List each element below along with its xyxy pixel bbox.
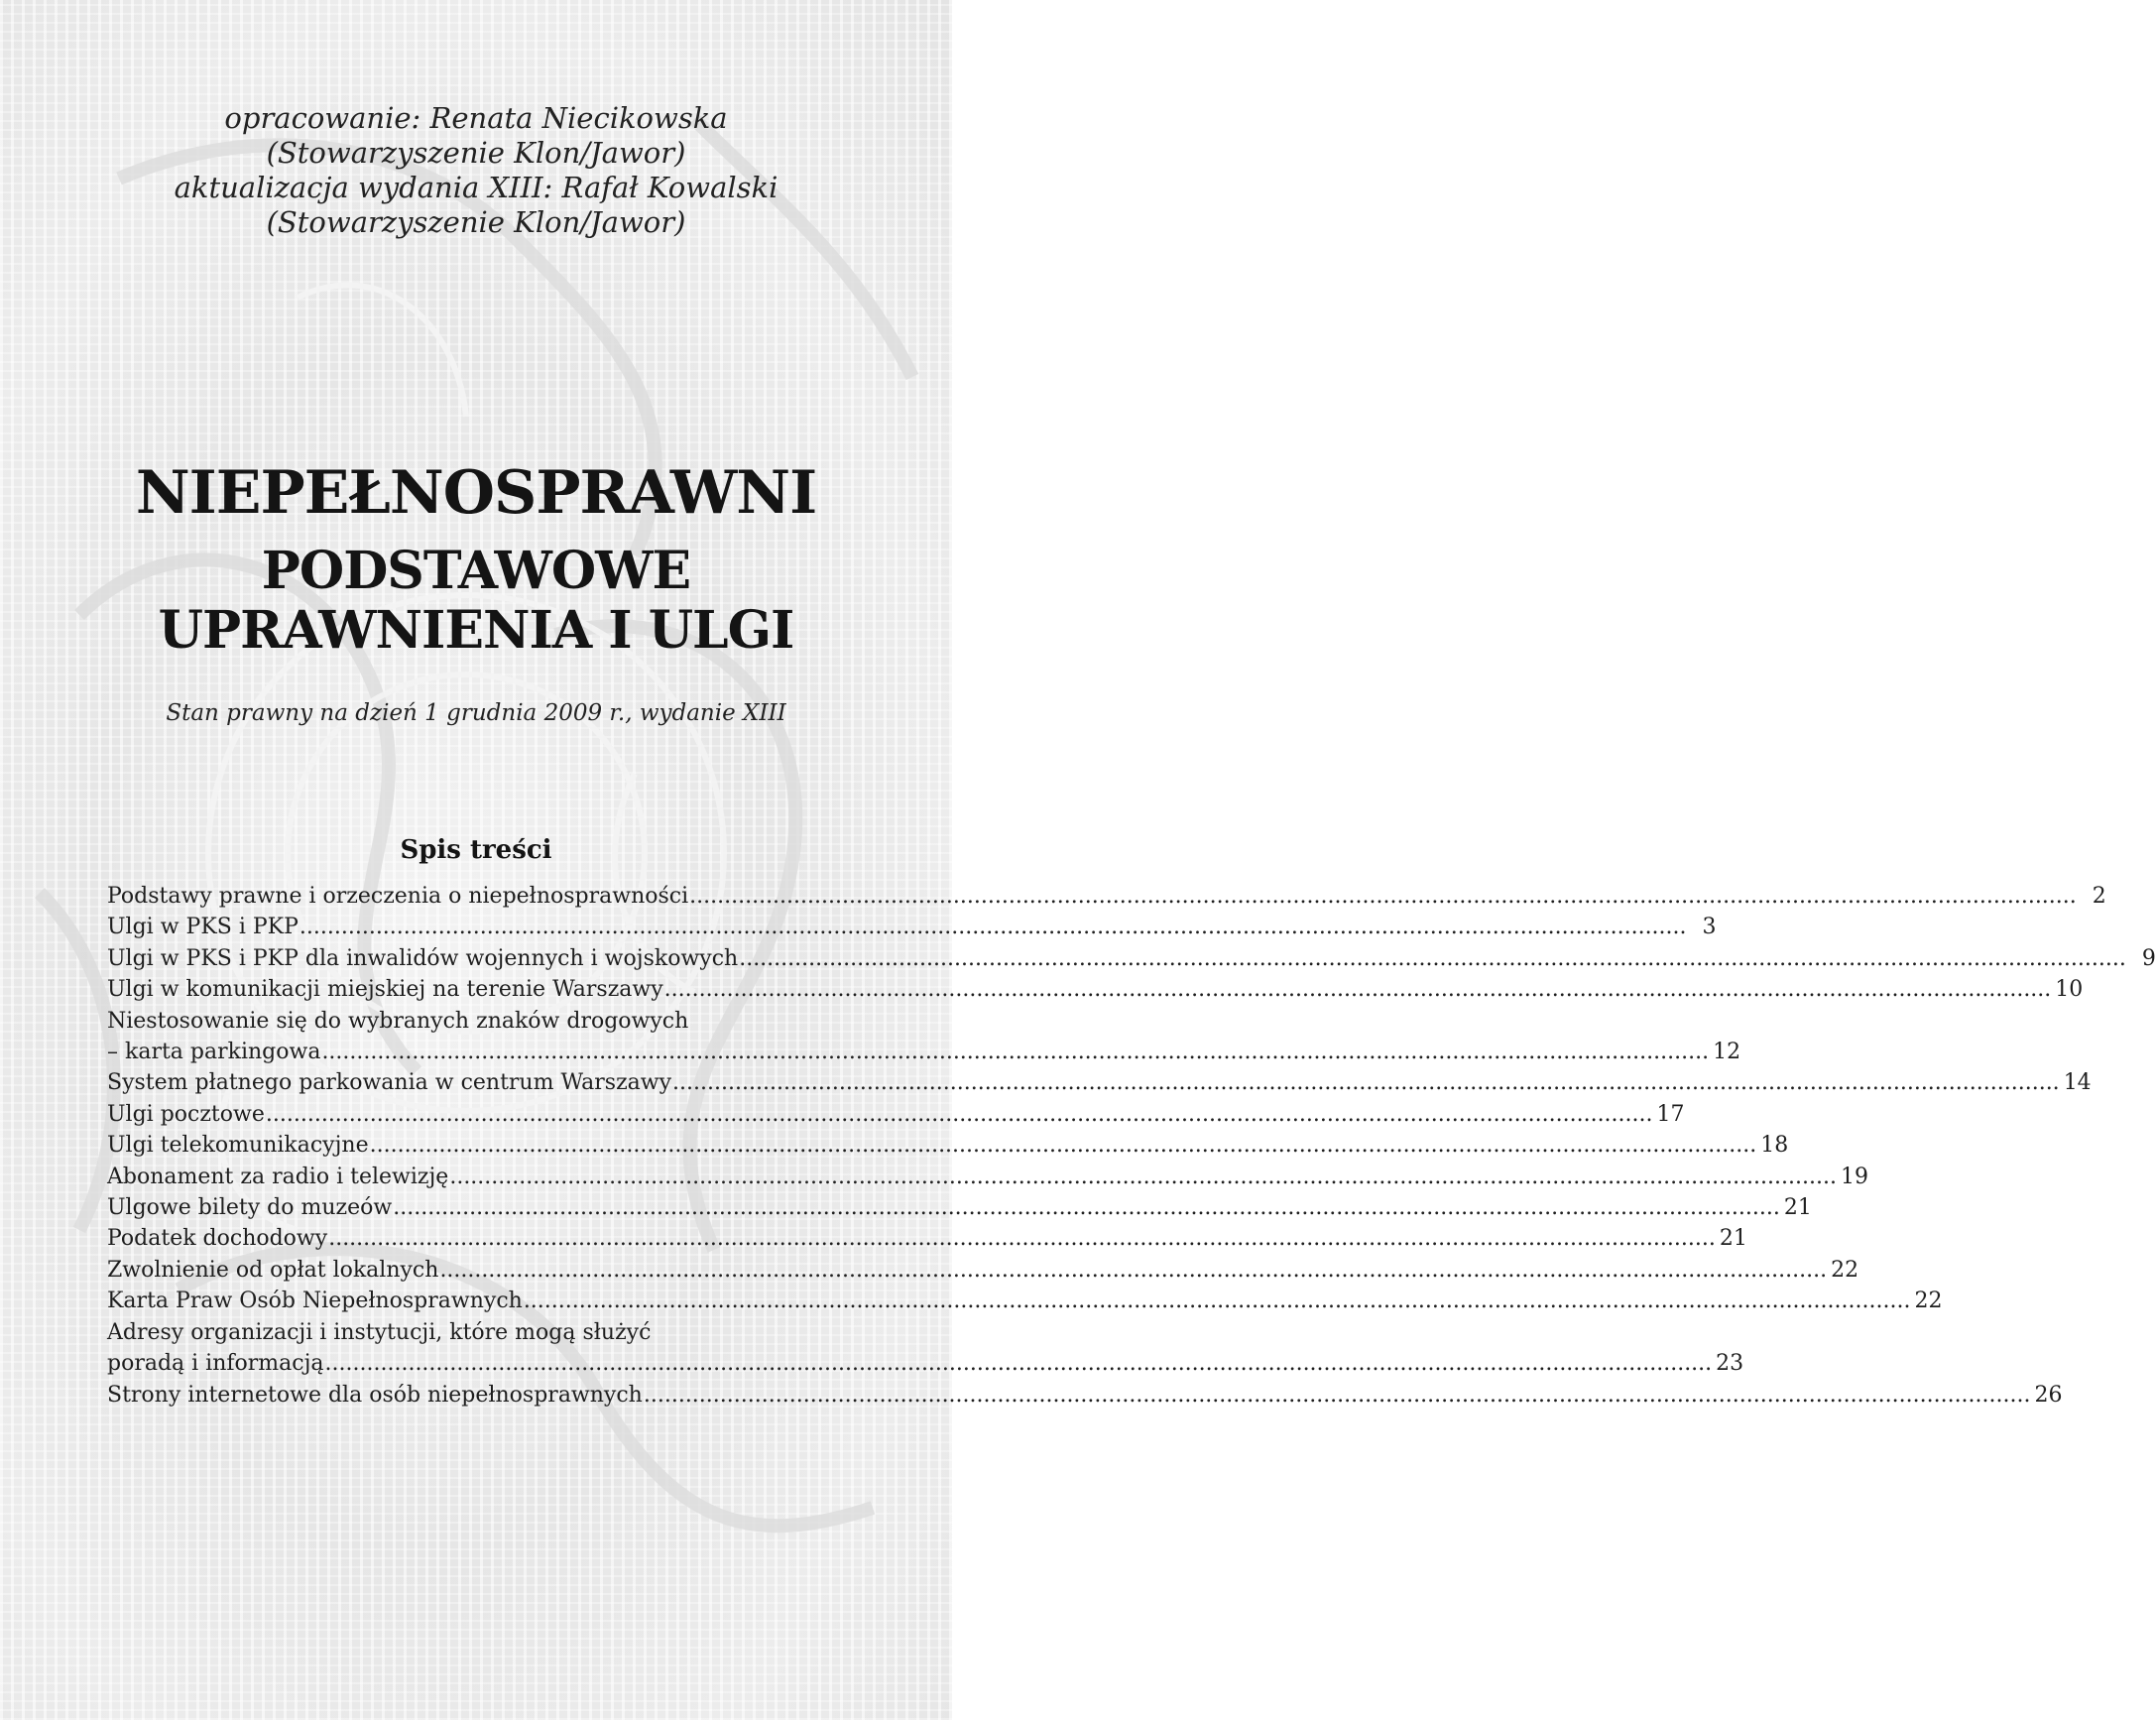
toc-entry-label: System płatnego parkowania w centrum Warszawy (107, 1070, 672, 1096)
toc-entry-label: Podstawy prawne i orzeczenia o niepełnosprawności (107, 884, 689, 909)
document-subtitle-line-2: UPRAWNIENIA I ULGI (158, 600, 794, 661)
toc-entry-page-number: 18 (1760, 1133, 1789, 1159)
toc-entry-page-number: 9 (2141, 945, 2156, 971)
toc-entry-line (107, 1067, 2092, 1098)
toc-entry-line (107, 1130, 1789, 1161)
toc-dot-leader: ........................................................................................................................................................................................................ (265, 1101, 1653, 1127)
toc-entry[interactable] (107, 1192, 1812, 1223)
toc-entry-line (107, 1223, 1747, 1254)
toc-dot-leader: ........................................................................................................................................................................................................ (328, 1226, 1716, 1252)
document-subtitle (0, 542, 952, 661)
toc-entry[interactable] (107, 1006, 1741, 1068)
toc-dot-leader: ........................................................................................................................................................................................................ (643, 1382, 2031, 1408)
toc-dot-leader: ........................................................................................................................................................................................................ (739, 945, 2126, 971)
toc-dot-leader: ........................................................................................................................................................................................................ (369, 1133, 1757, 1159)
toc-entry-page-number: 19 (1840, 1164, 1868, 1189)
toc-entry-page-number: 2 (2092, 884, 2106, 909)
toc-entry-label: Ulgi w PKS i PKP dla inwalidów wojennych i wojskowych (107, 945, 739, 971)
toc-entry[interactable] (107, 1162, 1868, 1192)
toc-entry-label: – karta parkingowa (107, 1040, 321, 1065)
credits-block (0, 101, 952, 240)
toc-dot-leader: ........................................................................................................................................................................................................ (439, 1257, 1828, 1283)
toc-dot-leader: ........................................................................................................................................................................................................ (393, 1195, 1780, 1221)
toc-entry-line (107, 1037, 1741, 1067)
toc-entry-line (107, 1162, 1868, 1192)
toc-entry-label: Ulgi pocztowe (107, 1101, 265, 1127)
toc-entry-label: Strony internetowe dla osób niepełnosprawnych (107, 1382, 643, 1408)
toc-entry[interactable] (107, 1317, 1744, 1380)
toc-entry-line (107, 881, 2106, 912)
toc-entry-label: Ulgi telekomunikacyjne (107, 1133, 369, 1159)
toc-entry-line (107, 1192, 1812, 1223)
toc-entry-line (107, 1286, 1943, 1316)
toc-entry-label: Zwolnienie od opłat lokalnych (107, 1257, 439, 1283)
table-of-contents (107, 881, 2156, 1411)
document-title: NIEPEŁNOSPRAWNI (135, 458, 817, 528)
toc-entry-page-number: 21 (1783, 1195, 1812, 1221)
toc-dot-leader: ........................................................................................................................................................................................................ (449, 1164, 1837, 1189)
toc-entry-page-number: 26 (2034, 1382, 2063, 1408)
toc-entry-line (107, 1380, 2063, 1411)
credits-line-author: opracowanie: Renata Niecikowska (224, 101, 728, 135)
toc-entry-label-line-1: Niestosowanie się do wybranych znaków drogowych (107, 1008, 689, 1034)
toc-entry-page-number: 23 (1716, 1351, 1744, 1377)
toc-entry[interactable] (107, 912, 1717, 942)
toc-entry-line (107, 974, 2084, 1005)
toc-entry[interactable] (107, 1223, 1747, 1254)
toc-dot-leader: ........................................................................................................................................................................................................ (689, 884, 2077, 909)
toc-entry-label: Abonament za radio i telewizję (107, 1164, 449, 1189)
toc-entry-line (107, 912, 1717, 942)
toc-entry-page-number: 3 (1702, 915, 1717, 940)
toc-entry[interactable] (107, 1067, 2092, 1098)
toc-dot-leader: ........................................................................................................................................................................................................ (523, 1289, 1911, 1314)
toc-entry[interactable] (107, 881, 2106, 912)
credits-line-update: aktualizacja wydania XIII: Rafał Kowalski (174, 171, 779, 204)
toc-entry[interactable] (107, 1255, 1859, 1286)
toc-entry[interactable] (107, 1130, 1789, 1161)
toc-entry-page-number: 22 (1831, 1257, 1859, 1283)
toc-entry-line (107, 943, 2156, 974)
toc-entry[interactable] (107, 974, 2084, 1005)
toc-entry-page-number: 22 (1914, 1289, 1943, 1314)
toc-entry-label: Ulgowe bilety do muzeów (107, 1195, 393, 1221)
toc-entry[interactable] (107, 943, 2156, 974)
toc-entry-label: poradą i informacją (107, 1351, 324, 1377)
toc-entry-page-number: 10 (2055, 977, 2084, 1003)
toc-dot-leader: ........................................................................................................................................................................................................ (324, 1351, 1713, 1377)
toc-entry[interactable] (107, 1380, 2063, 1411)
toc-entry-label: Podatek dochodowy (107, 1226, 328, 1252)
toc-entry-page-number: 17 (1656, 1101, 1685, 1127)
toc-entry-line (107, 1099, 1685, 1130)
toc-dot-leader: ........................................................................................................................................................................................................ (672, 1070, 2060, 1096)
toc-dot-leader: ........................................................................................................................................................................................................ (663, 977, 2052, 1003)
toc-dot-leader: ........................................................................................................................................................................................................ (321, 1040, 1710, 1065)
toc-entry-label: Ulgi w PKS i PKP (107, 915, 299, 940)
credits-line-author-org: (Stowarzyszenie Klon/Jawor) (266, 136, 686, 170)
toc-entry-line (107, 1255, 1859, 1286)
document-subtitle-line-1: PODSTAWOWE (261, 541, 691, 601)
toc-entry[interactable] (107, 1286, 1943, 1316)
toc-entry-label: Ulgi w komunikacji miejskiej na terenie Warszawy (107, 977, 663, 1003)
credits-line-update-org: (Stowarzyszenie Klon/Jawor) (266, 205, 686, 239)
toc-entry-page-number: 14 (2063, 1070, 2092, 1096)
toc-heading: Spis treści (400, 835, 552, 865)
toc-dot-leader: ........................................................................................................................................................................................................ (299, 915, 1687, 940)
toc-entry[interactable] (107, 1099, 1685, 1130)
legal-status-line: Stan prawny na dzień 1 grudnia 2009 r., wydanie XIII (166, 700, 786, 726)
toc-entry-label-line-1: Adresy organizacji i instytucji, które mogą służyć (107, 1319, 652, 1345)
toc-entry-line (107, 1348, 1744, 1379)
toc-entry-page-number: 12 (1713, 1040, 1741, 1065)
toc-entry-label: Karta Praw Osób Niepełnosprawnych (107, 1289, 523, 1314)
toc-entry-page-number: 21 (1719, 1226, 1747, 1252)
